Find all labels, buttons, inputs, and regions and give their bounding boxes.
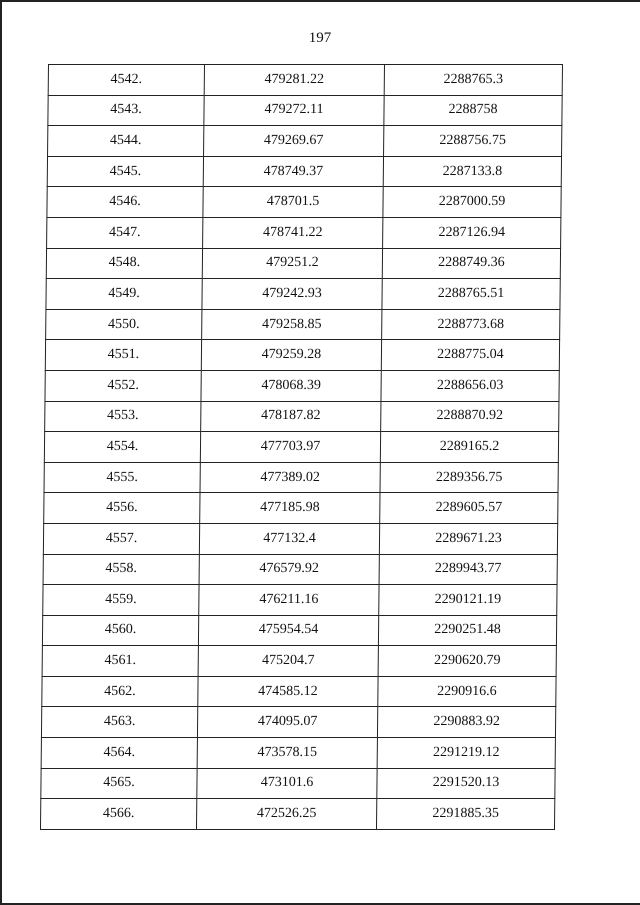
point-number-cell: 4553. (45, 401, 201, 432)
table-row (45, 370, 559, 401)
table-row (48, 126, 562, 157)
y-coordinate-cell: 2288773.68 (382, 309, 560, 340)
x-coordinate-cell: 476211.16 (199, 585, 379, 616)
point-number-cell: 4545. (47, 156, 203, 187)
table-row (44, 493, 558, 524)
point-number-cell: 4557. (43, 523, 199, 554)
x-coordinate-cell: 478068.39 (201, 370, 381, 401)
y-coordinate-cell: 2290121.19 (379, 585, 557, 616)
x-coordinate-cell: 474585.12 (198, 676, 378, 707)
x-coordinate-cell: 479269.67 (204, 126, 384, 157)
table-row (44, 462, 558, 493)
table-row (42, 646, 556, 677)
x-coordinate-cell: 477132.4 (199, 523, 379, 554)
point-number-cell: 4555. (44, 462, 200, 493)
x-coordinate-cell: 477703.97 (200, 432, 380, 463)
y-coordinate-cell: 2288870.92 (381, 401, 559, 432)
coordinate-table-container (40, 64, 562, 830)
y-coordinate-cell: 2288749.36 (382, 248, 560, 279)
x-coordinate-cell: 472526.25 (196, 799, 376, 830)
point-number-cell: 4556. (44, 493, 200, 524)
point-number-cell: 4550. (46, 309, 202, 340)
table-row (47, 217, 561, 248)
y-coordinate-cell: 2289356.75 (380, 462, 558, 493)
point-number-cell: 4544. (48, 126, 204, 157)
table-row (45, 401, 559, 432)
table-row (43, 554, 557, 585)
point-number-cell: 4548. (46, 248, 202, 279)
x-coordinate-cell: 477389.02 (200, 462, 380, 493)
table-row (48, 95, 562, 126)
page-edge-left (0, 0, 2, 905)
point-number-cell: 4542. (48, 65, 204, 96)
table-row (42, 615, 556, 646)
y-coordinate-cell: 2291885.35 (376, 799, 554, 830)
table-row (47, 187, 561, 218)
table-row (40, 799, 554, 830)
table-row (46, 279, 560, 310)
coordinate-table (40, 64, 563, 830)
y-coordinate-cell: 2291219.12 (377, 738, 555, 769)
point-number-cell: 4564. (41, 738, 197, 769)
x-coordinate-cell: 479281.22 (204, 65, 384, 96)
point-number-cell: 4566. (40, 799, 196, 830)
x-coordinate-cell: 479259.28 (201, 340, 381, 371)
y-coordinate-cell: 2289943.77 (379, 554, 557, 585)
x-coordinate-cell: 479251.2 (202, 248, 382, 279)
table-row (41, 768, 555, 799)
x-coordinate-cell: 474095.07 (197, 707, 377, 738)
x-coordinate-cell: 475204.7 (198, 646, 378, 677)
x-coordinate-cell: 478187.82 (201, 401, 381, 432)
x-coordinate-cell: 477185.98 (200, 493, 380, 524)
y-coordinate-cell: 2290251.48 (378, 615, 556, 646)
y-coordinate-cell: 2289605.57 (380, 493, 558, 524)
point-number-cell: 4552. (45, 370, 201, 401)
table-row (43, 585, 557, 616)
x-coordinate-cell: 479258.85 (202, 309, 382, 340)
y-coordinate-cell: 2288656.03 (381, 370, 559, 401)
x-coordinate-cell: 473101.6 (197, 768, 377, 799)
x-coordinate-cell: 478741.22 (203, 217, 383, 248)
y-coordinate-cell: 2289671.23 (379, 523, 557, 554)
point-number-cell: 4562. (42, 676, 198, 707)
y-coordinate-cell: 2288765.3 (384, 65, 562, 96)
x-coordinate-cell: 478701.5 (203, 187, 383, 218)
table-row (48, 65, 562, 96)
point-number-cell: 4563. (41, 707, 197, 738)
x-coordinate-cell: 475954.54 (198, 615, 378, 646)
y-coordinate-cell: 2290883.92 (377, 707, 555, 738)
point-number-cell: 4558. (43, 554, 199, 585)
table-row (43, 523, 557, 554)
point-number-cell: 4543. (48, 95, 204, 126)
y-coordinate-cell: 2287126.94 (383, 217, 561, 248)
point-number-cell: 4551. (45, 340, 201, 371)
y-coordinate-cell: 2291520.13 (377, 768, 555, 799)
table-row (42, 676, 556, 707)
point-number-cell: 4559. (43, 585, 199, 616)
y-coordinate-cell: 2290620.79 (378, 646, 556, 677)
coordinate-table-body (40, 65, 562, 830)
x-coordinate-cell: 478749.37 (203, 156, 383, 187)
y-coordinate-cell: 2289165.2 (380, 432, 558, 463)
table-row (44, 432, 558, 463)
table-row (41, 707, 555, 738)
table-row (41, 738, 555, 769)
y-coordinate-cell: 2288758 (384, 95, 562, 126)
point-number-cell: 4546. (47, 187, 203, 218)
point-number-cell: 4554. (44, 432, 200, 463)
page-edge-top (0, 0, 640, 2)
y-coordinate-cell: 2290916.6 (378, 676, 556, 707)
y-coordinate-cell: 2287133.8 (383, 156, 561, 187)
x-coordinate-cell: 479272.11 (204, 95, 384, 126)
point-number-cell: 4560. (42, 615, 198, 646)
y-coordinate-cell: 2287000.59 (383, 187, 561, 218)
point-number-cell: 4561. (42, 646, 198, 677)
table-row (46, 248, 560, 279)
point-number-cell: 4547. (47, 217, 203, 248)
table-row (47, 156, 561, 187)
x-coordinate-cell: 476579.92 (199, 554, 379, 585)
table-row (45, 340, 559, 371)
x-coordinate-cell: 479242.93 (202, 279, 382, 310)
point-number-cell: 4549. (46, 279, 202, 310)
page-number: 197 (308, 30, 332, 46)
y-coordinate-cell: 2288775.04 (381, 340, 559, 371)
x-coordinate-cell: 473578.15 (197, 738, 377, 769)
y-coordinate-cell: 2288756.75 (384, 126, 562, 157)
y-coordinate-cell: 2288765.51 (382, 279, 560, 310)
table-row (46, 309, 560, 340)
point-number-cell: 4565. (41, 768, 197, 799)
